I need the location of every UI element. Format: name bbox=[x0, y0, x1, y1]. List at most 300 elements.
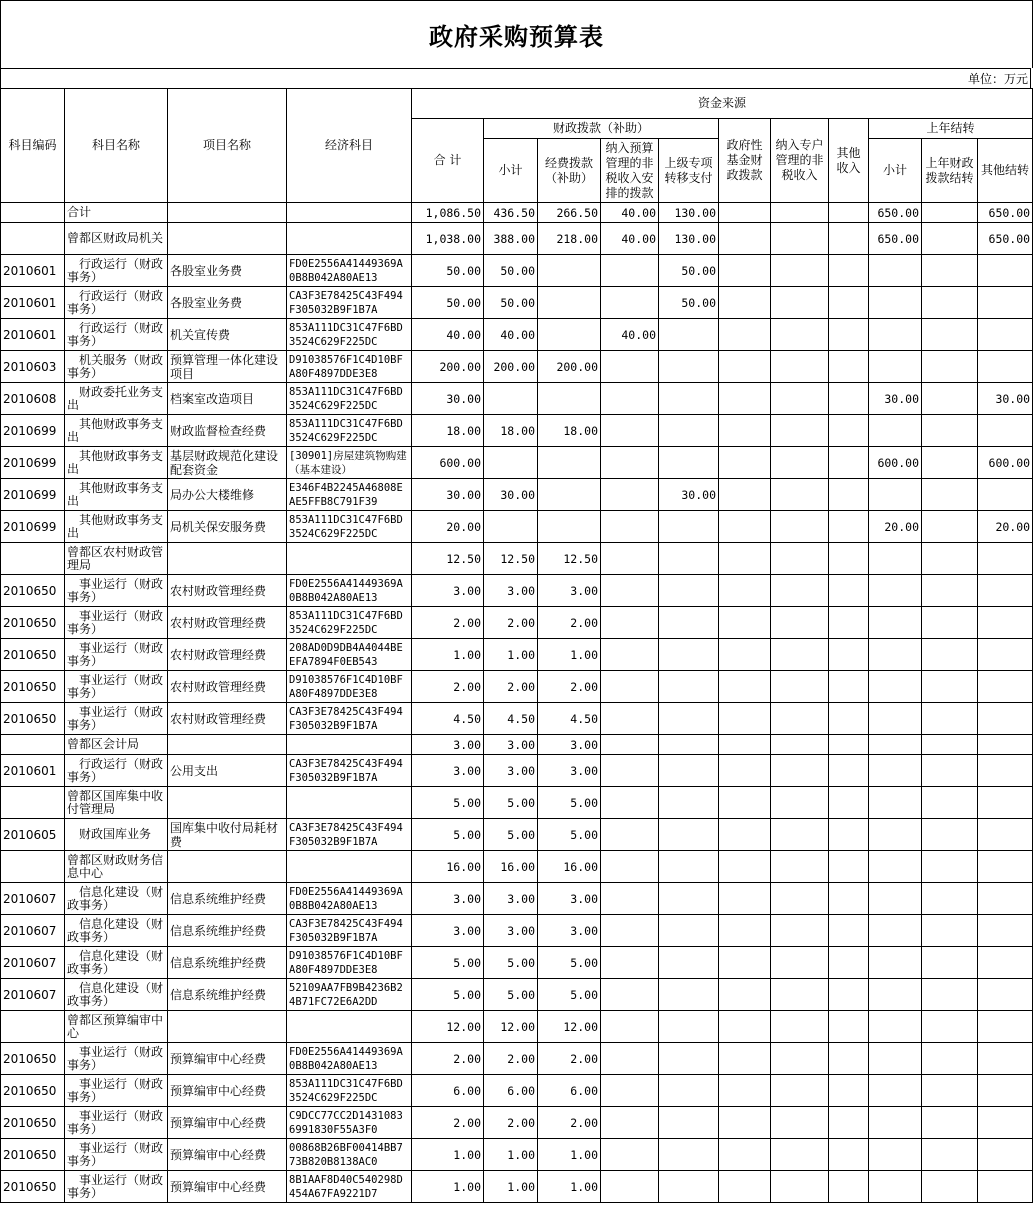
prev-subtotal-cell bbox=[869, 1107, 922, 1139]
econ-subject-cell: FD0E2556A41449369A0B8B042A80AE13 bbox=[287, 255, 412, 287]
fiscal-subtotal-cell: 18.00 bbox=[484, 415, 538, 447]
fiscal-subtotal-cell bbox=[484, 447, 538, 479]
table-header bbox=[1, 89, 1033, 203]
special-nontax-cell bbox=[771, 543, 829, 575]
total-cell: 1,086.50 bbox=[412, 203, 484, 223]
fiscal-subtotal-cell: 16.00 bbox=[484, 851, 538, 883]
other-income-cell bbox=[829, 787, 869, 819]
project-name-cell: 信息系统维护经费 bbox=[168, 915, 287, 947]
subject-code-cell bbox=[1, 543, 65, 575]
project-name-cell: 预算编审中心经费 bbox=[168, 1171, 287, 1203]
econ-subject-cell: [30901]房屋建筑物购建（基本建设） bbox=[287, 447, 412, 479]
special-nontax-cell bbox=[771, 447, 829, 479]
prev-fiscal-cell bbox=[922, 607, 978, 639]
econ-subject-cell: 853A111DC31C47F6BD3524C629F225DC bbox=[287, 383, 412, 415]
special-nontax-cell bbox=[771, 915, 829, 947]
project-name-cell: 预算编审中心经费 bbox=[168, 1043, 287, 1075]
fiscal-subtotal-cell: 2.00 bbox=[484, 1043, 538, 1075]
econ-subject-cell: CA3F3E78425C43F494F305032B9F1B7A bbox=[287, 819, 412, 851]
total-cell: 2.00 bbox=[412, 1107, 484, 1139]
econ-subject-cell: CA3F3E78425C43F494F305032B9F1B7A bbox=[287, 915, 412, 947]
prev-fiscal-cell bbox=[922, 1043, 978, 1075]
prev-fiscal-cell bbox=[922, 1075, 978, 1107]
prev-other-cell bbox=[978, 575, 1033, 607]
transfer-cell bbox=[659, 607, 719, 639]
special-nontax-cell bbox=[771, 1075, 829, 1107]
expense-alloc-cell: 5.00 bbox=[538, 947, 601, 979]
subject-code-cell: 2010603 bbox=[1, 351, 65, 383]
prev-fiscal-cell bbox=[922, 979, 978, 1011]
table-row bbox=[1, 223, 1033, 255]
project-name-cell: 预算编审中心经费 bbox=[168, 1139, 287, 1171]
subject-name-cell: 事业运行（财政事务） bbox=[65, 1075, 168, 1107]
subject-code-cell: 2010650 bbox=[1, 671, 65, 703]
table-row bbox=[1, 947, 1033, 979]
header-nontax-alloc: 纳入预算管理的非税收入安排的拨款 bbox=[601, 139, 659, 203]
subject-code-cell: 2010607 bbox=[1, 883, 65, 915]
nontax-alloc-cell bbox=[601, 383, 659, 415]
fiscal-subtotal-cell: 50.00 bbox=[484, 255, 538, 287]
subject-name-cell: 信息化建设（财政事务） bbox=[65, 947, 168, 979]
subject-code-cell: 2010605 bbox=[1, 819, 65, 851]
nontax-alloc-cell bbox=[601, 671, 659, 703]
subject-name-cell: 行政运行（财政事务） bbox=[65, 287, 168, 319]
subject-code-cell bbox=[1, 735, 65, 755]
total-cell: 600.00 bbox=[412, 447, 484, 479]
subject-name-cell: 机关服务（财政事务） bbox=[65, 351, 168, 383]
other-income-cell bbox=[829, 703, 869, 735]
other-income-cell bbox=[829, 851, 869, 883]
subject-name-cell: 信息化建设（财政事务） bbox=[65, 979, 168, 1011]
transfer-cell bbox=[659, 575, 719, 607]
transfer-cell bbox=[659, 979, 719, 1011]
prev-other-cell bbox=[978, 543, 1033, 575]
nontax-alloc-cell: 40.00 bbox=[601, 203, 659, 223]
special-nontax-cell bbox=[771, 1171, 829, 1203]
special-nontax-cell bbox=[771, 639, 829, 671]
nontax-alloc-cell bbox=[601, 511, 659, 543]
nontax-alloc-cell bbox=[601, 703, 659, 735]
prev-subtotal-cell: 20.00 bbox=[869, 511, 922, 543]
prev-subtotal-cell: 650.00 bbox=[869, 223, 922, 255]
gov-fund-cell bbox=[719, 287, 771, 319]
expense-alloc-cell: 3.00 bbox=[538, 735, 601, 755]
special-nontax-cell bbox=[771, 755, 829, 787]
prev-fiscal-cell bbox=[922, 447, 978, 479]
econ-subject-cell bbox=[287, 223, 412, 255]
total-cell: 1.00 bbox=[412, 1171, 484, 1203]
prev-other-cell bbox=[978, 1075, 1033, 1107]
table-body bbox=[1, 203, 1033, 1203]
transfer-cell bbox=[659, 639, 719, 671]
project-name-cell: 农村财政管理经费 bbox=[168, 607, 287, 639]
gov-fund-cell bbox=[719, 819, 771, 851]
expense-alloc-cell: 12.00 bbox=[538, 1011, 601, 1043]
transfer-cell bbox=[659, 1139, 719, 1171]
prev-subtotal-cell bbox=[869, 883, 922, 915]
fiscal-subtotal-cell: 12.50 bbox=[484, 543, 538, 575]
prev-other-cell bbox=[978, 671, 1033, 703]
prev-other-cell bbox=[978, 1139, 1033, 1171]
total-cell: 1.00 bbox=[412, 1139, 484, 1171]
fiscal-subtotal-cell: 5.00 bbox=[484, 819, 538, 851]
subject-name-cell: 曾都区农村财政管理局 bbox=[65, 543, 168, 575]
project-name-cell: 农村财政管理经费 bbox=[168, 671, 287, 703]
nontax-alloc-cell bbox=[601, 1043, 659, 1075]
transfer-cell: 30.00 bbox=[659, 479, 719, 511]
expense-alloc-cell: 18.00 bbox=[538, 415, 601, 447]
subject-code-cell: 2010650 bbox=[1, 607, 65, 639]
nontax-alloc-cell: 40.00 bbox=[601, 319, 659, 351]
other-income-cell bbox=[829, 511, 869, 543]
transfer-cell: 50.00 bbox=[659, 287, 719, 319]
fiscal-subtotal-cell: 2.00 bbox=[484, 671, 538, 703]
expense-alloc-cell: 16.00 bbox=[538, 851, 601, 883]
nontax-alloc-cell bbox=[601, 1107, 659, 1139]
table-row bbox=[1, 1139, 1033, 1171]
special-nontax-cell bbox=[771, 979, 829, 1011]
prev-other-cell bbox=[978, 415, 1033, 447]
nontax-alloc-cell bbox=[601, 883, 659, 915]
prev-subtotal-cell bbox=[869, 1043, 922, 1075]
subject-name-cell: 信息化建设（财政事务） bbox=[65, 915, 168, 947]
table-row bbox=[1, 819, 1033, 851]
project-name-cell: 局办公大楼维修 bbox=[168, 479, 287, 511]
prev-other-cell bbox=[978, 319, 1033, 351]
fiscal-subtotal-cell: 2.00 bbox=[484, 607, 538, 639]
expense-alloc-cell bbox=[538, 255, 601, 287]
total-cell: 1,038.00 bbox=[412, 223, 484, 255]
total-cell: 2.00 bbox=[412, 607, 484, 639]
unit-label: 单位：万元 bbox=[0, 68, 1031, 88]
total-cell: 18.00 bbox=[412, 415, 484, 447]
project-name-cell bbox=[168, 787, 287, 819]
prev-fiscal-cell bbox=[922, 383, 978, 415]
table-row bbox=[1, 415, 1033, 447]
total-cell: 2.00 bbox=[412, 1043, 484, 1075]
special-nontax-cell bbox=[771, 351, 829, 383]
subject-code-cell bbox=[1, 223, 65, 255]
econ-subject-cell: C9DCC77CC2D14310836991830F55A3F0 bbox=[287, 1107, 412, 1139]
total-cell: 4.50 bbox=[412, 703, 484, 735]
other-income-cell bbox=[829, 1043, 869, 1075]
nontax-alloc-cell bbox=[601, 1011, 659, 1043]
subject-code-cell: 2010650 bbox=[1, 1043, 65, 1075]
other-income-cell bbox=[829, 979, 869, 1011]
prev-subtotal-cell bbox=[869, 979, 922, 1011]
special-nontax-cell bbox=[771, 787, 829, 819]
subject-name-cell: 事业运行（财政事务） bbox=[65, 575, 168, 607]
special-nontax-cell bbox=[771, 735, 829, 755]
prev-other-cell bbox=[978, 1043, 1033, 1075]
special-nontax-cell bbox=[771, 883, 829, 915]
other-income-cell bbox=[829, 735, 869, 755]
special-nontax-cell bbox=[771, 851, 829, 883]
expense-alloc-cell: 1.00 bbox=[538, 639, 601, 671]
table-row bbox=[1, 287, 1033, 319]
gov-fund-cell bbox=[719, 1075, 771, 1107]
other-income-cell bbox=[829, 223, 869, 255]
table-row bbox=[1, 1107, 1033, 1139]
subject-code-cell: 2010699 bbox=[1, 511, 65, 543]
econ-subject-cell: D91038576F1C4D10BFA80F4897DDE3E8 bbox=[287, 671, 412, 703]
econ-subject-cell: FD0E2556A41449369A0B8B042A80AE13 bbox=[287, 1043, 412, 1075]
gov-fund-cell bbox=[719, 915, 771, 947]
prev-other-cell bbox=[978, 607, 1033, 639]
expense-alloc-cell: 5.00 bbox=[538, 979, 601, 1011]
total-cell: 12.50 bbox=[412, 543, 484, 575]
table-row bbox=[1, 447, 1033, 479]
expense-alloc-cell bbox=[538, 319, 601, 351]
gov-fund-cell bbox=[719, 671, 771, 703]
subject-name-cell: 行政运行（财政事务） bbox=[65, 755, 168, 787]
header-subject-code: 科目编码 bbox=[1, 89, 65, 203]
econ-subject-cell: 853A111DC31C47F6BD3524C629F225DC bbox=[287, 319, 412, 351]
special-nontax-cell bbox=[771, 511, 829, 543]
fiscal-subtotal-cell: 388.00 bbox=[484, 223, 538, 255]
subject-code-cell: 2010601 bbox=[1, 255, 65, 287]
other-income-cell bbox=[829, 607, 869, 639]
fiscal-subtotal-cell: 1.00 bbox=[484, 1139, 538, 1171]
special-nontax-cell bbox=[771, 671, 829, 703]
transfer-cell bbox=[659, 319, 719, 351]
prev-subtotal-cell: 600.00 bbox=[869, 447, 922, 479]
fiscal-subtotal-cell: 6.00 bbox=[484, 1075, 538, 1107]
other-income-cell bbox=[829, 415, 869, 447]
subject-name-cell: 合计 bbox=[65, 203, 168, 223]
table-row bbox=[1, 1011, 1033, 1043]
total-cell: 5.00 bbox=[412, 819, 484, 851]
prev-subtotal-cell bbox=[869, 755, 922, 787]
fiscal-subtotal-cell: 40.00 bbox=[484, 319, 538, 351]
total-cell: 3.00 bbox=[412, 755, 484, 787]
transfer-cell bbox=[659, 671, 719, 703]
table-row bbox=[1, 543, 1033, 575]
nontax-alloc-cell bbox=[601, 575, 659, 607]
gov-fund-cell bbox=[719, 1171, 771, 1203]
subject-name-cell: 信息化建设（财政事务） bbox=[65, 883, 168, 915]
expense-alloc-cell: 5.00 bbox=[538, 819, 601, 851]
prev-fiscal-cell bbox=[922, 755, 978, 787]
table-row bbox=[1, 787, 1033, 819]
project-name-cell: 农村财政管理经费 bbox=[168, 639, 287, 671]
subject-code-cell bbox=[1, 851, 65, 883]
project-name-cell: 各股室业务费 bbox=[168, 287, 287, 319]
nontax-alloc-cell bbox=[601, 447, 659, 479]
prev-subtotal-cell: 650.00 bbox=[869, 203, 922, 223]
header-transfer: 上级专项转移支付 bbox=[659, 139, 719, 203]
gov-fund-cell bbox=[719, 203, 771, 223]
gov-fund-cell bbox=[719, 1043, 771, 1075]
transfer-cell bbox=[659, 755, 719, 787]
project-name-cell: 预算管理一体化建设项目 bbox=[168, 351, 287, 383]
prev-other-cell bbox=[978, 883, 1033, 915]
nontax-alloc-cell bbox=[601, 947, 659, 979]
table-row bbox=[1, 671, 1033, 703]
prev-subtotal-cell bbox=[869, 735, 922, 755]
transfer-cell bbox=[659, 915, 719, 947]
prev-subtotal-cell bbox=[869, 479, 922, 511]
expense-alloc-cell: 266.50 bbox=[538, 203, 601, 223]
table-row bbox=[1, 851, 1033, 883]
fiscal-subtotal-cell bbox=[484, 511, 538, 543]
gov-fund-cell bbox=[719, 851, 771, 883]
nontax-alloc-cell bbox=[601, 915, 659, 947]
table-row bbox=[1, 883, 1033, 915]
nontax-alloc-cell bbox=[601, 851, 659, 883]
transfer-cell: 50.00 bbox=[659, 255, 719, 287]
gov-fund-cell bbox=[719, 511, 771, 543]
prev-fiscal-cell bbox=[922, 351, 978, 383]
subject-name-cell: 事业运行（财政事务） bbox=[65, 1107, 168, 1139]
table-row bbox=[1, 575, 1033, 607]
table-row bbox=[1, 703, 1033, 735]
prev-subtotal-cell bbox=[869, 1011, 922, 1043]
prev-fiscal-cell bbox=[922, 819, 978, 851]
prev-other-cell bbox=[978, 915, 1033, 947]
total-cell: 5.00 bbox=[412, 787, 484, 819]
total-cell: 30.00 bbox=[412, 383, 484, 415]
prev-other-cell bbox=[978, 787, 1033, 819]
subject-code-cell: 2010601 bbox=[1, 319, 65, 351]
transfer-cell bbox=[659, 511, 719, 543]
prev-other-cell bbox=[978, 1171, 1033, 1203]
nontax-alloc-cell bbox=[601, 287, 659, 319]
subject-code-cell bbox=[1, 1011, 65, 1043]
fiscal-subtotal-cell: 30.00 bbox=[484, 479, 538, 511]
prev-subtotal-cell bbox=[869, 671, 922, 703]
nontax-alloc-cell bbox=[601, 479, 659, 511]
prev-fiscal-cell bbox=[922, 223, 978, 255]
expense-alloc-cell: 2.00 bbox=[538, 607, 601, 639]
gov-fund-cell bbox=[719, 1107, 771, 1139]
total-cell: 3.00 bbox=[412, 883, 484, 915]
subject-code-cell: 2010607 bbox=[1, 947, 65, 979]
total-cell: 5.00 bbox=[412, 979, 484, 1011]
gov-fund-cell bbox=[719, 883, 771, 915]
econ-subject-cell bbox=[287, 543, 412, 575]
other-income-cell bbox=[829, 203, 869, 223]
subject-name-cell: 事业运行（财政事务） bbox=[65, 639, 168, 671]
total-cell: 40.00 bbox=[412, 319, 484, 351]
prev-subtotal-cell: 30.00 bbox=[869, 383, 922, 415]
other-income-cell bbox=[829, 1139, 869, 1171]
econ-subject-cell: FD0E2556A41449369A0B8B042A80AE13 bbox=[287, 575, 412, 607]
prev-fiscal-cell bbox=[922, 883, 978, 915]
expense-alloc-cell bbox=[538, 287, 601, 319]
special-nontax-cell bbox=[771, 479, 829, 511]
subject-name-cell: 事业运行（财政事务） bbox=[65, 671, 168, 703]
fiscal-subtotal-cell: 1.00 bbox=[484, 639, 538, 671]
prev-other-cell: 600.00 bbox=[978, 447, 1033, 479]
header-project-name: 项目名称 bbox=[168, 89, 287, 203]
special-nontax-cell bbox=[771, 383, 829, 415]
special-nontax-cell bbox=[771, 1011, 829, 1043]
prev-other-cell bbox=[978, 1011, 1033, 1043]
fiscal-subtotal-cell: 5.00 bbox=[484, 947, 538, 979]
expense-alloc-cell: 3.00 bbox=[538, 915, 601, 947]
special-nontax-cell bbox=[771, 1107, 829, 1139]
econ-subject-cell: CA3F3E78425C43F494F305032B9F1B7A bbox=[287, 287, 412, 319]
gov-fund-cell bbox=[719, 255, 771, 287]
subject-name-cell: 其他财政事务支出 bbox=[65, 511, 168, 543]
table-row bbox=[1, 979, 1033, 1011]
prev-fiscal-cell bbox=[922, 787, 978, 819]
nontax-alloc-cell bbox=[601, 255, 659, 287]
gov-fund-cell bbox=[719, 415, 771, 447]
prev-subtotal-cell bbox=[869, 575, 922, 607]
total-cell: 50.00 bbox=[412, 287, 484, 319]
table-row bbox=[1, 351, 1033, 383]
fiscal-subtotal-cell: 3.00 bbox=[484, 915, 538, 947]
subject-code-cell: 2010601 bbox=[1, 287, 65, 319]
fiscal-subtotal-cell: 3.00 bbox=[484, 755, 538, 787]
project-name-cell: 档案室改造项目 bbox=[168, 383, 287, 415]
gov-fund-cell bbox=[719, 351, 771, 383]
project-name-cell: 信息系统维护经费 bbox=[168, 979, 287, 1011]
gov-fund-cell bbox=[719, 787, 771, 819]
gov-fund-cell bbox=[719, 447, 771, 479]
other-income-cell bbox=[829, 255, 869, 287]
econ-subject-cell: 8B1AAF8D40C540298D454A67FA9221D7 bbox=[287, 1171, 412, 1203]
subject-name-cell: 其他财政事务支出 bbox=[65, 479, 168, 511]
other-income-cell bbox=[829, 319, 869, 351]
total-cell: 12.00 bbox=[412, 1011, 484, 1043]
subject-code-cell bbox=[1, 203, 65, 223]
special-nontax-cell bbox=[771, 607, 829, 639]
transfer-cell bbox=[659, 447, 719, 479]
econ-subject-cell bbox=[287, 851, 412, 883]
gov-fund-cell bbox=[719, 703, 771, 735]
fiscal-subtotal-cell: 3.00 bbox=[484, 735, 538, 755]
total-cell: 20.00 bbox=[412, 511, 484, 543]
table-row bbox=[1, 915, 1033, 947]
transfer-cell bbox=[659, 851, 719, 883]
transfer-cell bbox=[659, 703, 719, 735]
special-nontax-cell bbox=[771, 947, 829, 979]
total-cell: 3.00 bbox=[412, 575, 484, 607]
total-cell: 16.00 bbox=[412, 851, 484, 883]
special-nontax-cell bbox=[771, 319, 829, 351]
expense-alloc-cell: 1.00 bbox=[538, 1171, 601, 1203]
fiscal-subtotal-cell: 3.00 bbox=[484, 575, 538, 607]
gov-fund-cell bbox=[719, 1139, 771, 1171]
nontax-alloc-cell bbox=[601, 415, 659, 447]
special-nontax-cell bbox=[771, 415, 829, 447]
subject-code-cell: 2010699 bbox=[1, 415, 65, 447]
subject-code-cell: 2010601 bbox=[1, 755, 65, 787]
project-name-cell bbox=[168, 203, 287, 223]
subject-code-cell: 2010650 bbox=[1, 639, 65, 671]
subject-code-cell: 2010650 bbox=[1, 575, 65, 607]
other-income-cell bbox=[829, 287, 869, 319]
subject-name-cell: 曾都区财政局机关 bbox=[65, 223, 168, 255]
prev-fiscal-cell bbox=[922, 543, 978, 575]
prev-subtotal-cell bbox=[869, 1139, 922, 1171]
prev-fiscal-cell bbox=[922, 415, 978, 447]
econ-subject-cell: FD0E2556A41449369A0B8B042A80AE13 bbox=[287, 883, 412, 915]
other-income-cell bbox=[829, 1075, 869, 1107]
project-name-cell bbox=[168, 543, 287, 575]
gov-fund-cell bbox=[719, 383, 771, 415]
expense-alloc-cell: 1.00 bbox=[538, 1139, 601, 1171]
econ-subject-cell bbox=[287, 203, 412, 223]
subject-name-cell: 财政国库业务 bbox=[65, 819, 168, 851]
gov-fund-cell bbox=[719, 947, 771, 979]
prev-subtotal-cell bbox=[869, 1171, 922, 1203]
special-nontax-cell bbox=[771, 223, 829, 255]
prev-other-cell bbox=[978, 979, 1033, 1011]
